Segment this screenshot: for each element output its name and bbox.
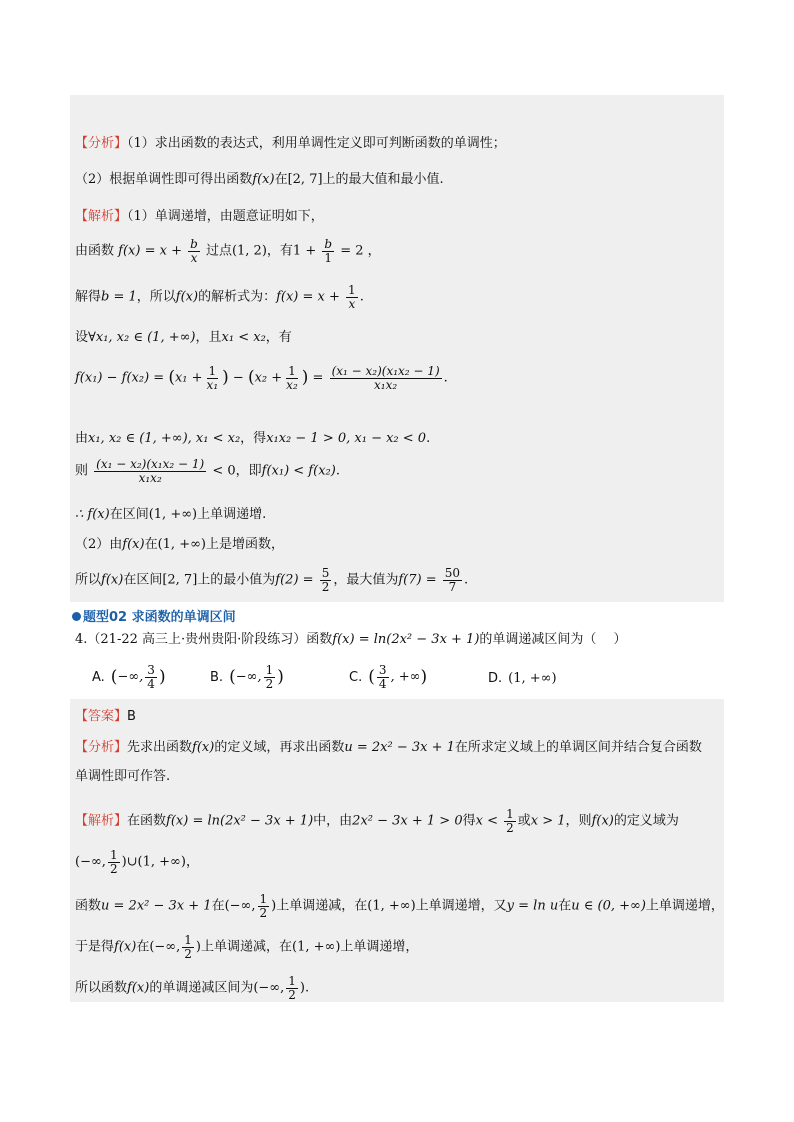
section-heading: 题型02 求函数的单调区间 [72,606,236,622]
solution2-line-4: 于是得f(x)在(−∞, $\frac{1}{2}$ )上单调递减，在(1, +∞)上单调递增， [75,933,419,961]
solution-line-3: 解得b = 1，所以f(x)的解析式为：f(x) = x + $\frac{1}{x}$ . [75,283,364,311]
solution-line-4: 设∀x₁, x₂ ∈ (1, +∞)，且x₁ < x₂，有 [75,330,292,345]
analysis-tag: 【分析】 [75,136,128,151]
solution-line-1: 【解析】（1）单调递增，由题意证明如下， [75,209,324,224]
solution-line-5: f(x₁) − f(x₂) = (x₁ + $\frac{1}{\text{x₁}}$ ) − (x₂ + $\frac{1}{\text{x₂}}$ ) = $\frac{\text{(x₁ − x₂)(x₁x₂ − 1)}}{\text{x₁x₂}}$ . [75,364,448,392]
solution2-line-3: 函数u = 2x² − 3x + 1在(−∞, $\frac{1}{2}$ )上单调递减，在(1, +∞)上单调递增，又y = ln u在u ∈ (0, +∞)上单调递增， [75,892,724,920]
solution-line-2: 由函数 f(x) = x + $\frac{b}{x}$ 过点(1, 2)，有1 + $\frac{b}{1}$ = 2 ， [75,237,381,265]
answer-tag: 【答案】 [75,709,128,724]
analysis-line-1: 【分析】（1）求出函数的表达式，利用单调性定义即可判断函数的单调性； [75,136,506,151]
solution2-line-1: 【解析】在函数f(x) = ln(2x² − 3x + 1)中，由2x² − 3x + 1 > 0得x < $\frac{1}{2}$ 或x > 1，则f(x)的定义域为 [75,807,679,835]
question-4: 4.（21-22 高三上·贵州贵阳·阶段练习）函数f(x) = ln(2x² − 3x + 1)的单调递减区间为（ ） [75,632,627,647]
solution2-line-5: 所以函数f(x)的单调递减区间为(−∞, $\frac{1}{2}$ ). [75,974,310,1002]
analysis2-line-1: 【分析】先求出函数f(x)的定义域，再求出函数u = 2x² − 3x + 1在所求定义域上的单调区间并结合复合函数 [75,740,702,755]
solution-line-6: 由x₁, x₂ ∈ (1, +∞), x₁ < x₂，得x₁x₂ − 1 > 0, x₁ − x₂ < 0. [75,431,431,446]
fraction-b-over-1: $\frac{b}{1}$ [324,237,333,265]
solution-line-10: 所以f(x)在区间[2, 7]上的最小值为f(2) = $\frac{5}{2}$ ，最大值为f(7) = $\frac{50}{7}$ . [75,566,469,594]
solution-line-7: 则 $\frac{\text{(x₁ − x₂)(x₁x₂ − 1)}}{\text{x₁x₂}}$ < 0，即f(x₁) < f(x₂). [75,457,340,485]
analysis-line-2: （2）根据单调性即可得出函数f(x)在[2, 7]上的最大值和最小值. [75,172,444,187]
solution2-line-2: (−∞, $\frac{1}{2}$ )∪(1, +∞)， [75,848,199,876]
analysis2-line-2: 单调性即可作答. [75,769,171,784]
option-b[interactable]: B. (−∞, $\frac{1}{2}$ ) [210,663,284,691]
solution-tag: 【解析】 [75,209,128,224]
fraction-1-over-x: $\frac{1}{x}$ [348,283,356,311]
solution-line-9: （2）由f(x)在(1, +∞)上是增函数， [75,537,285,552]
option-a[interactable]: A. (−∞, $\frac{3}{4}$ ) [92,663,166,691]
bullet-icon [72,612,81,621]
fraction-difference: $\frac{\text{(x₁ − x₂)(x₁x₂ − 1)}}{\text{x₁x₂}}$ [331,364,440,392]
answer-line [75,710,136,723]
answer-value: B [127,709,136,724]
solution-line-8: ∴ f(x)在区间(1, +∞)上单调递增. [75,507,267,522]
option-d[interactable]: D. (1, +∞) [488,671,557,686]
fraction-b-over-x: $\frac{b}{x}$ [190,237,198,265]
option-c[interactable]: C. ( $\frac{3}{4}$ , +∞) [349,663,428,691]
